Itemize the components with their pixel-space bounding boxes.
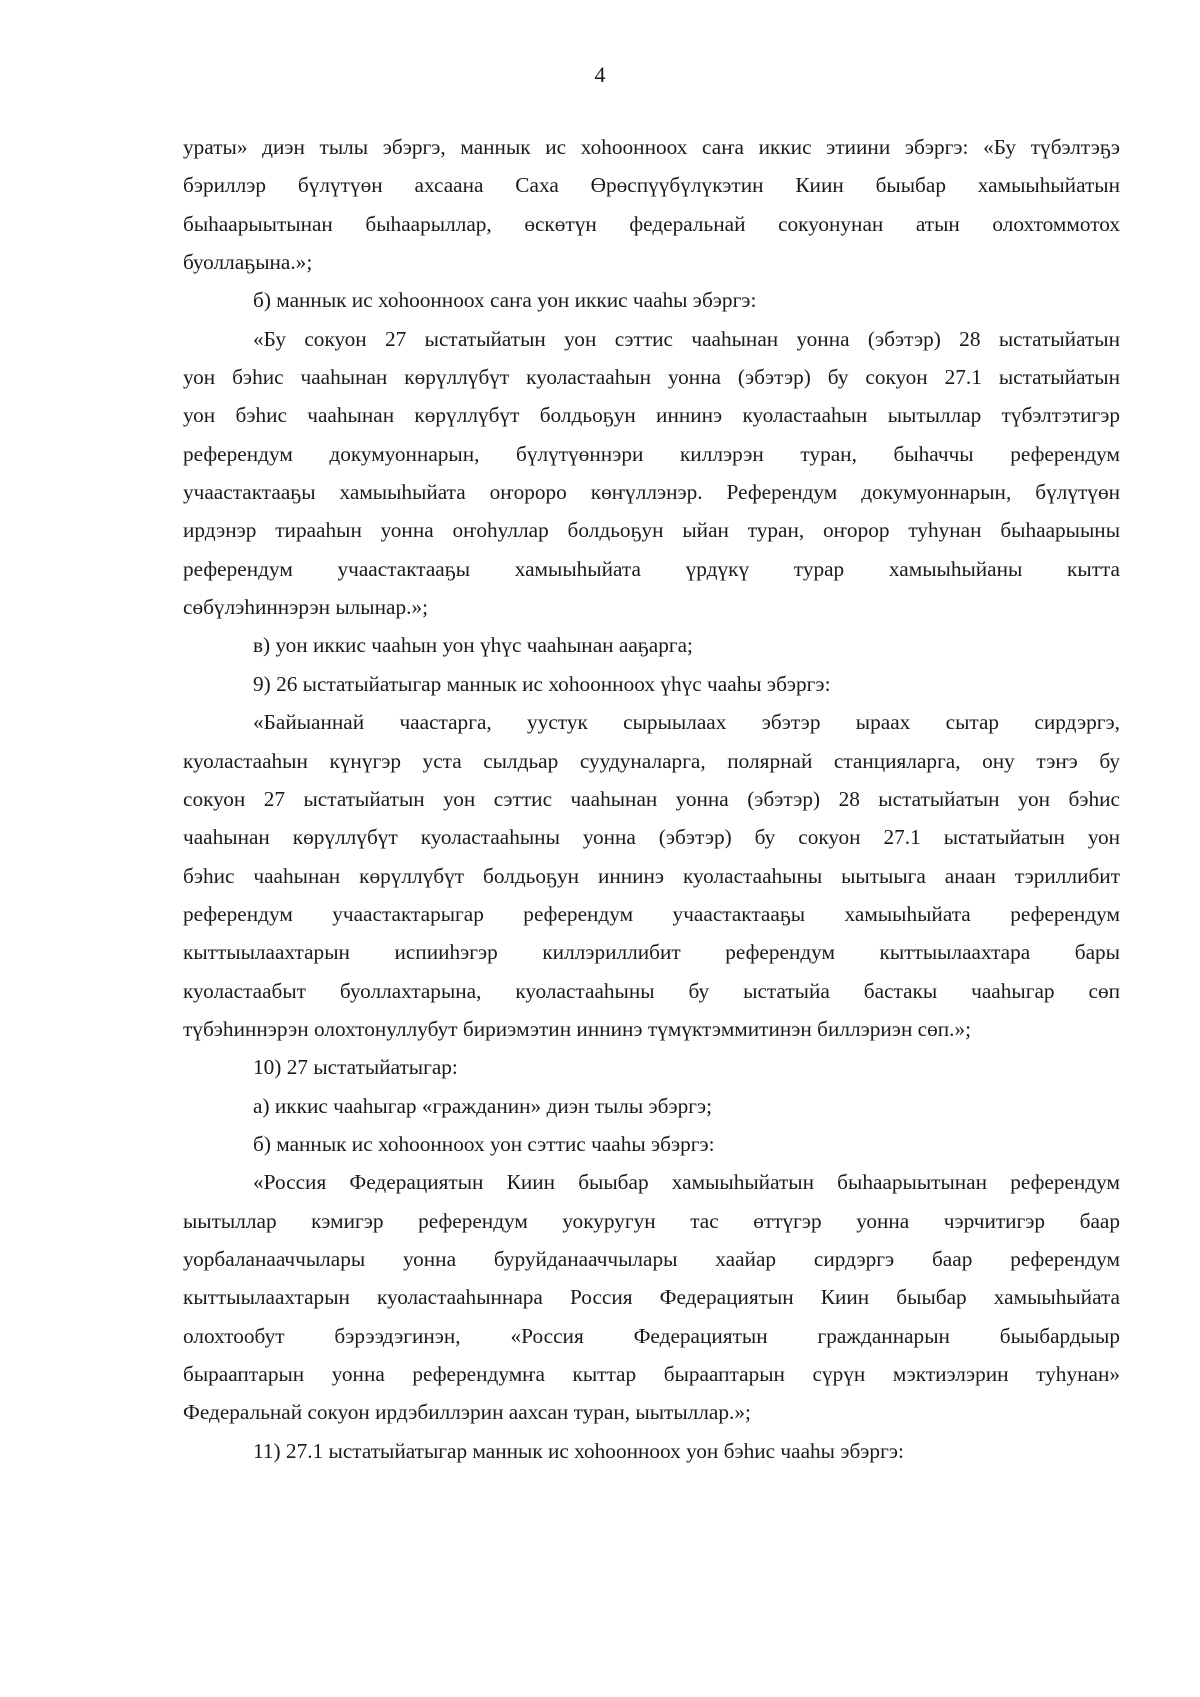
paragraph [183, 665, 1120, 703]
text-line: куоластаабыт буоллахтарына, куоластааһыны бу ыстатыйа бастакы чааһыгар сөп [183, 978, 1120, 1003]
text-line: ураты» диэн тылы эбэргэ, маннык ис хоһоонноох саҥа иккис этиини эбэргэ: «Бу түбэлтэҕэ [183, 135, 1120, 159]
text-line: сөбүлэһиннэрэн ылынар.»; [183, 595, 429, 620]
text-line: бырааптарын уонна референдумҥа кыттар бырааптарын сүрүн мэктиэлэрин туһунан» [183, 1362, 1120, 1386]
text-line: уон бэһис чааһынан көрүллүбүт куоластааһын уонна (эбэтэр) бу сокуон 27.1 ыстатыйатын [183, 365, 1120, 390]
paragraph [183, 1163, 1120, 1431]
text-line: бэриллэр бүлүтүөн ахсаана Саха Өрөспүүбүлүкэтин Киин быыбар хамыыһыйатын [183, 173, 1120, 198]
text-line: в) уон иккис чааһын уон үһүс чааһынан ааҕарга; [253, 633, 693, 658]
text-line: Федеральнай сокуон ирдэбиллэрин аахсан туран, ыытыллар.»; [183, 1400, 751, 1425]
paragraph [183, 320, 1120, 627]
text-line: «Байыаннай чаастарга, уустук сырыылаах эбэтэр ыраах сытар сирдэргэ, [253, 710, 1120, 735]
paragraph [183, 703, 1120, 1048]
text-line: куоластааһын күнүгэр уста сылдьар суудуналарга, полярнай станцияларга, ону тэҥэ бу [183, 748, 1120, 773]
text-line: буоллаҕына.»; [183, 250, 313, 275]
text-line: ирдэнэр тирааһын уонна оҥоһуллар болдьоҕун ыйан туран, оҥорор туһунан быһаарыыны [183, 518, 1120, 543]
text-line: кыттыылаахтарын испииһэгэр киллэриллибит референдум кыттыылаахтара бары [183, 940, 1120, 965]
text-line: быһаарыытынан быһаарыллар, өскөтүн федеральнай сокуонунан атын олохтоммотох [183, 211, 1120, 236]
paragraph [183, 128, 1120, 281]
paragraph [183, 1125, 1120, 1163]
text-line: б) маннык ис хоһоонноох саҥа уон иккис чааһы эбэргэ: [253, 288, 757, 313]
text-line: б) маннык ис хоһоонноох уон сэттис чааһы эбэргэ: [253, 1131, 715, 1156]
paragraph [183, 626, 1120, 664]
text-line: 10) 27 ыстатыйатыгар: [253, 1055, 458, 1080]
text-line: «Россия Федерациятын Киин быыбар хамыыһыйатын быһаарыытынан референдум [253, 1170, 1120, 1195]
text-line: уон бэһис чааһынан көрүллүбүт болдьоҕун иннинэ куоластааһын ыытыллар түбэлтэтигэр [183, 403, 1120, 428]
document-body [183, 128, 1120, 1470]
text-line: а) иккис чааһыгар «гражданин» диэн тылы эбэргэ; [253, 1093, 713, 1118]
paragraph [183, 1087, 1120, 1125]
text-line: бэһис чааһынан көрүллүбүт болдьоҕун иннинэ куоластааһыны ыытыыга анаан тэриллибит [183, 863, 1120, 888]
text-line: олохтообут бэрээдэгинэн, «Россия Федерациятын гражданнарын быыбардыыр [183, 1323, 1120, 1348]
text-line: сокуон 27 ыстатыйатын уон сэттис чааһынан уонна (эбэтэр) 28 ыстатыйатын уон бэһис [183, 786, 1120, 811]
text-line: референдум докумуоннарын, бүлүтүөннэри киллэрэн туран, быһаччы референдум [183, 441, 1120, 466]
text-line: ыытыллар кэмигэр референдум уокуругун тас өттүгэр уонна чэрчитигэр баар [183, 1208, 1120, 1233]
text-line: уорбаланааччылары уонна буруйданааччылары хаайар сирдэргэ баар референдум [183, 1246, 1120, 1271]
paragraph [183, 1048, 1120, 1086]
text-line: референдум учаастактааҕы хамыыһыйата үрдүкү турар хамыыһыйаны кытта [183, 556, 1120, 581]
paragraph [183, 281, 1120, 319]
text-line: «Бу сокуон 27 ыстатыйатын уон сэттис чааһынан уонна (эбэтэр) 28 ыстатыйатын [253, 326, 1120, 351]
text-line: чааһынан көрүллүбүт куоластааһыны уонна (эбэтэр) бу сокуон 27.1 ыстатыйатын уон [183, 825, 1120, 850]
text-line: 9) 26 ыстатыйатыгар маннык ис хоһоонноох үһүс чааһы эбэргэ: [253, 671, 831, 696]
text-line: референдум учаастактарыгар референдум учаастактааҕы хамыыһыйата референдум [183, 901, 1120, 926]
text-line: кыттыылаахтарын куоластааһыннара Россия Федерациятын Киин быыбар хамыыһыйата [183, 1285, 1120, 1310]
text-line: түбэһиннэрэн олохтонуллубут бириэмэтин иннинэ түмүктэммитинэн биллэриэн сөп.»; [183, 1016, 972, 1041]
text-line: 11) 27.1 ыстатыйатыгар маннык ис хоһоонноох уон бэһис чааһы эбэргэ: [253, 1438, 904, 1463]
text-line: учаастактааҕы хамыыһыйата оҥороро көҥүллэнэр. Референдум докумуоннарын, бүлүтүөн [183, 480, 1120, 505]
paragraph [183, 1432, 1120, 1470]
page-number: 4 [594, 62, 606, 87]
